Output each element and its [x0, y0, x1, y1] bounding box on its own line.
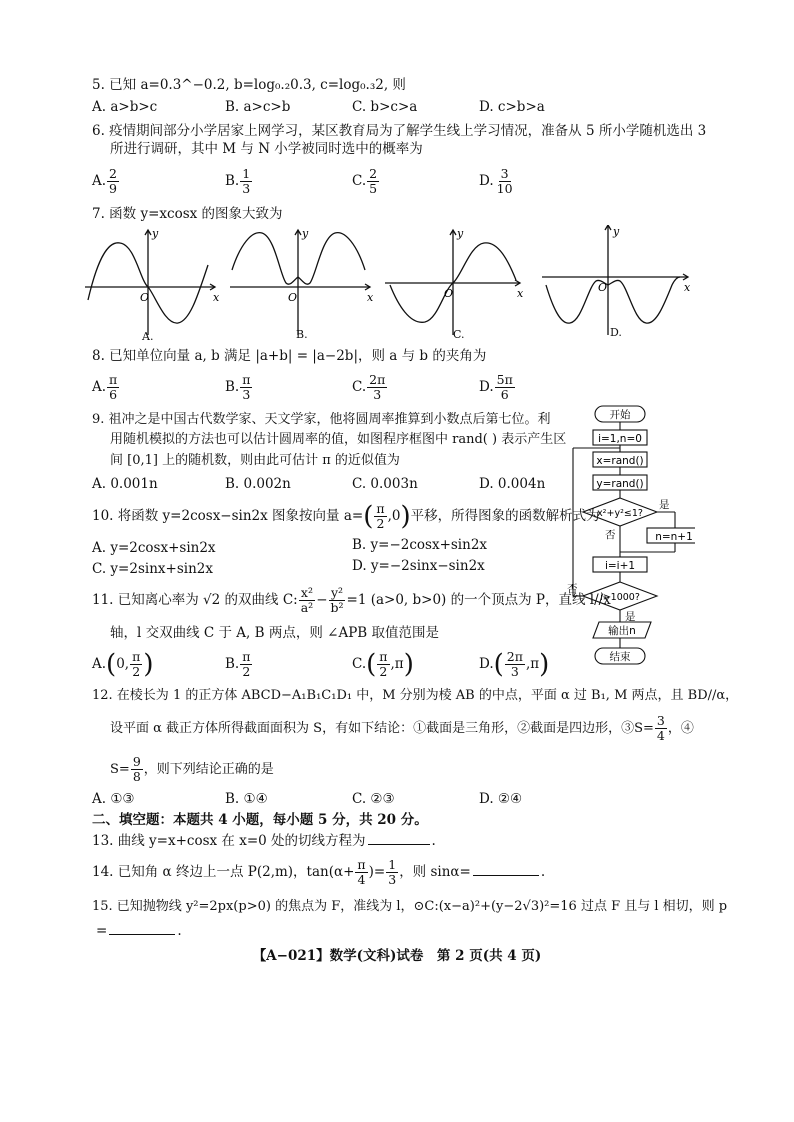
- q11-option-b: B. $\frac{\pi}{2}$: [225, 649, 251, 679]
- q6-option-d: D. $\frac{3}{10}$: [479, 166, 513, 196]
- q6-option-a: A. $\frac{2}{9}$: [92, 166, 117, 196]
- fc-end: 结束: [609, 651, 631, 663]
- q9-line3: 间 [0,1] 上的随机数，则由此可估计 π 的近似值为: [110, 453, 400, 468]
- q11-option-d: D.( $\frac{2\pi}{3}$ ,π): [479, 649, 550, 680]
- q13-stem: 13. 曲线 y=x+cosx 在 x=0 处的切线方程为 .: [92, 833, 436, 849]
- fc-cond2: i>1000?: [600, 592, 640, 603]
- fc-yes2: 是: [625, 611, 636, 623]
- q12-option-a: A. ①③: [92, 791, 135, 807]
- q14-stem: 14. 已知角 α 终边上一点 P(2,m)，tan(α+ $\frac{\pi}{4}$ )= $\frac{1}{3}$ ，则 sinα= .: [92, 857, 546, 887]
- graph-b-label: B.: [296, 328, 308, 341]
- graph-c-origin: O: [444, 287, 454, 300]
- fc-output: 输出n: [608, 625, 636, 637]
- page-footer: 【A−021】数学(文科)试卷 第 2 页(共 4 页): [252, 948, 542, 964]
- q15-blank: [109, 934, 175, 935]
- flowchart: [565, 400, 695, 670]
- graph-d-y-label: y: [613, 225, 620, 238]
- q8-stem: 8. 已知单位向量 a, b 满足 |a+b| = |a−2b|，则 a 与 b 的夹角为: [92, 348, 487, 364]
- q12-option-c: C. ②③: [352, 791, 395, 807]
- q6-option-c: C. $\frac{2}{5}$: [352, 166, 378, 196]
- q15-line1: 15. 已知抛物线 y²=2px(p>0) 的焦点为 F，准线为 l，⊙C:(x−a)²+(y−2√3)²=16 过点 F 且与 l 相切，则 p: [92, 899, 728, 914]
- graph-d-x-label: x: [684, 281, 691, 294]
- fc-start: 开始: [609, 409, 631, 421]
- q9-line2: 用随机模拟的方法也可以估计圆周率的值，如图程序框图中 rand( ) 表示产生区: [110, 432, 567, 447]
- q12-line3: S= $\frac{9}{8}$ ，则下列结论正确的是: [110, 754, 274, 784]
- q12-line2: 设平面 α 截正方体所得截面面积为 S，有如下结论：①截面是三角形，②截面是四边形，③S= $\frac{3}{4}$ ，④: [110, 713, 694, 743]
- section2-heading: 二、填空题：本题共 4 小题，每小题 5 分，共 20 分。: [92, 812, 428, 828]
- graph-c-x-label: x: [517, 287, 524, 300]
- graph-d-label: D.: [610, 326, 622, 339]
- q12-line1: 12. 在棱长为 1 的正方体 ABCD−A₁B₁C₁D₁ 中，M 分别为棱 AB 的中点，平面 α 过 B₁, M 两点，且 BD//α，: [92, 688, 739, 703]
- fc-yes1: 是: [659, 499, 670, 511]
- q15-line2: = .: [96, 923, 182, 939]
- q11-option-a: A.(0, $\frac{\pi}{2}$ ): [92, 649, 154, 680]
- q8-option-c: C. $\frac{2\pi}{3}$: [352, 372, 386, 402]
- q8-option-d: D. $\frac{5\pi}{6}$: [479, 372, 513, 402]
- graph-c-label: C.: [453, 328, 465, 341]
- q10-option-c: C. y=2sinx+sin2x: [92, 561, 213, 577]
- q8-option-b: B. $\frac{\pi}{3}$: [225, 372, 251, 402]
- q9-option-d: D. 0.004n: [479, 476, 546, 492]
- q9-option-c: C. 0.003n: [352, 476, 418, 492]
- q14-blank: [473, 875, 539, 876]
- q9-option-b: B. 0.002n: [225, 476, 291, 492]
- graph-b-y-label: y: [302, 227, 309, 240]
- q9-line1: 9. 祖冲之是中国古代数学家、天文学家，他将圆周率推算到小数点后第七位。利: [92, 412, 551, 427]
- fc-x-rand: x=rand(): [596, 455, 644, 467]
- q13-blank: [368, 844, 430, 845]
- graph-a-label: A.: [142, 330, 154, 343]
- q11-line1: 11. 已知离心率为 √2 的双曲线 C: $\frac{\text{x²}}{\text{a²}}$ − $\frac{\text{y²}}{\text{b²}}$ =1 (a>0, b>0) 的一个顶点为 P，直线 l//x: [92, 585, 611, 615]
- fc-inc-n: n=n+1: [655, 531, 693, 543]
- fc-init: i=1,n=0: [598, 433, 642, 445]
- graph-d-origin: O: [598, 281, 608, 294]
- graph-d: [542, 225, 688, 335]
- q5-option-b: B. a>c>b: [225, 99, 291, 115]
- q10-option-a: A. y=2cosx+sin2x: [92, 540, 216, 556]
- graph-b-origin: O: [288, 291, 298, 304]
- q12-option-d: D. ②④: [479, 791, 523, 807]
- graph-c: [385, 230, 520, 335]
- q6-line1: 6. 疫情期间部分小学居家上网学习，某区教育局为了解学生线上学习情况，准备从 5 所小学随机选出 3: [92, 123, 707, 139]
- q6-option-b: B. $\frac{1}{3}$: [225, 166, 251, 196]
- q10-option-b: B. y=−2cosx+sin2x: [352, 537, 488, 553]
- q7-graphs: [80, 225, 700, 345]
- q5-option-c: C. b>c>a: [352, 99, 418, 115]
- graph-b: [230, 230, 370, 335]
- q8-option-a: A. $\frac{\pi}{6}$: [92, 372, 118, 402]
- graph-c-y-label: y: [457, 227, 464, 240]
- graph-b-x-label: x: [367, 291, 374, 304]
- graph-a-y-label: y: [152, 227, 159, 240]
- q5-option-a: A. a>b>c: [92, 99, 158, 115]
- graph-a-x-label: x: [213, 291, 220, 304]
- fc-y-rand: y=rand(): [596, 478, 644, 490]
- fc-no1: 否: [605, 529, 616, 541]
- fc-inc-i: i=i+1: [604, 560, 636, 572]
- q10-stem: 10. 将函数 y=2cosx−sin2x 图象按向量 a=( $\frac{\pi}{2}$ ,0)平移，所得图象的函数解析式为: [92, 501, 600, 532]
- fc-no2: 否: [567, 583, 578, 595]
- q7-stem: 7. 函数 y=xcosx 的图象大致为: [92, 206, 283, 222]
- q5-option-d: D. c>b>a: [479, 99, 545, 115]
- q6-line2: 所进行调研，其中 M 与 N 小学被同时选中的概率为: [110, 141, 423, 157]
- q10-option-d: D. y=−2sinx−sin2x: [352, 558, 485, 574]
- q11-line2: 轴，l 交双曲线 C 于 A, B 两点，则 ∠APB 取值范围是: [110, 625, 440, 641]
- q9-option-a: A. 0.001n: [92, 476, 158, 492]
- graph-a: [85, 230, 215, 335]
- q5-stem: 5. 已知 a=0.3^−0.2, b=log₀.₂0.3, c=log₀.₃2, 则: [92, 77, 406, 93]
- q12-option-b: B. ①④: [225, 791, 268, 807]
- graph-a-origin: O: [140, 291, 150, 304]
- fc-cond1: x²+y²≤1?: [597, 508, 643, 519]
- q11-option-c: C.( $\frac{\pi}{2}$ ,π): [352, 649, 414, 680]
